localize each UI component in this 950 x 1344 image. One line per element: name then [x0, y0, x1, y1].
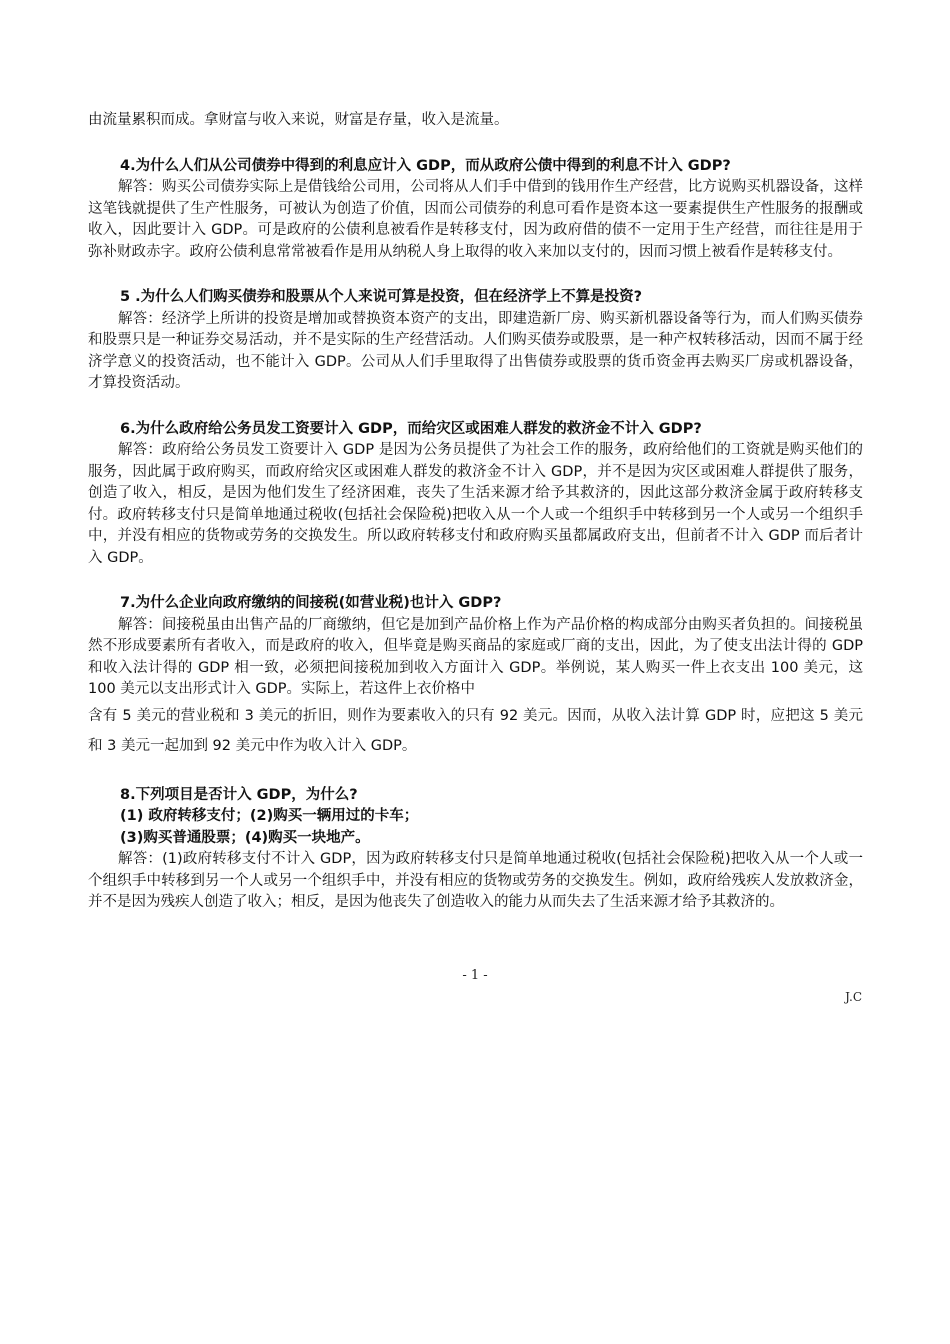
question-8-items-line2: (3)购买普通股票；(4)购买一块地产。	[120, 829, 370, 846]
section-q7	[88, 593, 863, 761]
footer-initials: J.C	[845, 990, 862, 1004]
answer-7-text: 解答：间接税虽由出售产品的厂商缴纳，但它是加到产品价格上作为产品价格的构成部分由购买者负担的。间接税虽然不形成要素所有者收入，而是政府的收入，但毕竟是购买商品的家庭或厂商的支出，因此，为了使支出法计得的 GDP 和收入法计得的 GDP 相一致，必须把间接税加到收入方面计入 GDP。举例说，某人购买一件上衣支出 100 美元，这 100 美元以支出形式计入 GDP。实际上，若这件上衣价格中	[88, 616, 863, 697]
section-q6	[88, 419, 863, 570]
answer-7-tail-text: 含有 5 美元的营业税和 3 美元的折旧，则作为要素收入的只有 92 美元。因而，从收入法计算 GDP 时，应把这 5 美元和 3 美元一起加到 92 美元中作为收入计入 GDP。	[88, 707, 863, 754]
question-4-heading: 4.为什么人们从公司债券中得到的利息应计入 GDP，而从政府公债中得到的利息不计入 GDP?	[120, 157, 731, 174]
question-8-items-line1: (1) 政府转移支付；(2)购买一辆用过的卡车；	[120, 808, 419, 824]
question-5-heading: 5 .为什么人们购买债券和股票从个人来说可算是投资，但在经济学上不算是投资?	[120, 289, 643, 305]
answer-8-text: 解答：(1)政府转移支付不计入 GDP，因为政府转移支付只是简单地通过税收(包括社会保险税)把收入从一个人或一个组织手中转移到另一个人或另一个组织手中，并没有相应的货物或劳务的交换发生。例如，政府给残疾人发放救济金，并不是因为残疾人创造了收入；相反，是因为他丧失了创造收入的能力从而失去了生活来源才给予其救济的。	[88, 851, 863, 910]
answer-6-text: 解答：政府给公务员发工资要计入 GDP 是因为公务员提供了为社会工作的服务，政府给他们的工资就是购买他们的服务，因此属于政府购买，而政府给灾区或困难人群发的救济金不计入 GDP，并不是因为灾区或困难人群提供了服务，创造了收入，相反，是因为他们发生了经济困难，丧失了生活来源才给予其救济的，因此这部分救济金属于政府转移支付。政府转移支付只是简单地通过税收(包括社会保险税)把收入从一个人或一个组织手中转移到另一个人或另一个组织手中，并没有相应的货物或劳务的交换发生。所以政府转移支付和政府购买虽都属政府支出，但前者不计入 GDP 而后者计入 GDP。	[88, 442, 863, 566]
question-8-heading: 8.下列项目是否计入 GDP，为什么?	[120, 786, 358, 803]
answer-5-text: 解答：经济学上所讲的投资是增加或替换资本资产的支出，即建造新厂房、购买新机器设备等行为，而人们购买债券和股票只是一种证券交易活动，并不是实际的生产经营活动。人们购买债券或股票，是一种产权转移活动，因而不属于经济学意义的投资活动，也不能计入 GDP。公司从人们手里取得了出售债券或股票的货币资金再去购买厂房或机器设备，才算投资活动。	[88, 310, 863, 391]
intro-tail-text: 由流量累积而成。拿财富与收入来说，财富是存量，收入是流量。	[88, 112, 509, 128]
section-q8	[88, 785, 863, 914]
document-body	[88, 110, 863, 914]
section-q4	[88, 156, 863, 264]
page-number: - 1 -	[462, 968, 488, 983]
section-q5	[88, 287, 863, 395]
question-6-heading: 6.为什么政府给公务员发工资要计入 GDP，而给灾区或困难人群发的救济金不计入 GDP?	[120, 420, 702, 437]
question-7-heading: 7.为什么企业向政府缴纳的间接税(如营业税)也计入 GDP?	[120, 595, 502, 611]
answer-4-text: 解答：购买公司债券实际上是借钱给公司用，公司将从人们手中借到的钱用作生产经营，比方说购买机器设备，这样这笔钱就提供了生产性服务，可被认为创造了价值，因而公司债券的利息可看作是资本这一要素提供生产性服务的报酬或收入，因此要计入 GDP。可是政府的公债利息被看作是转移支付，因为政府借的债不一定用于生产经营，而往往是用于弥补财政赤字。政府公债利息常常被看作是用从纳税人身上取得的收入来加以支付的，因而习惯上被看作是转移支付。	[88, 179, 863, 260]
